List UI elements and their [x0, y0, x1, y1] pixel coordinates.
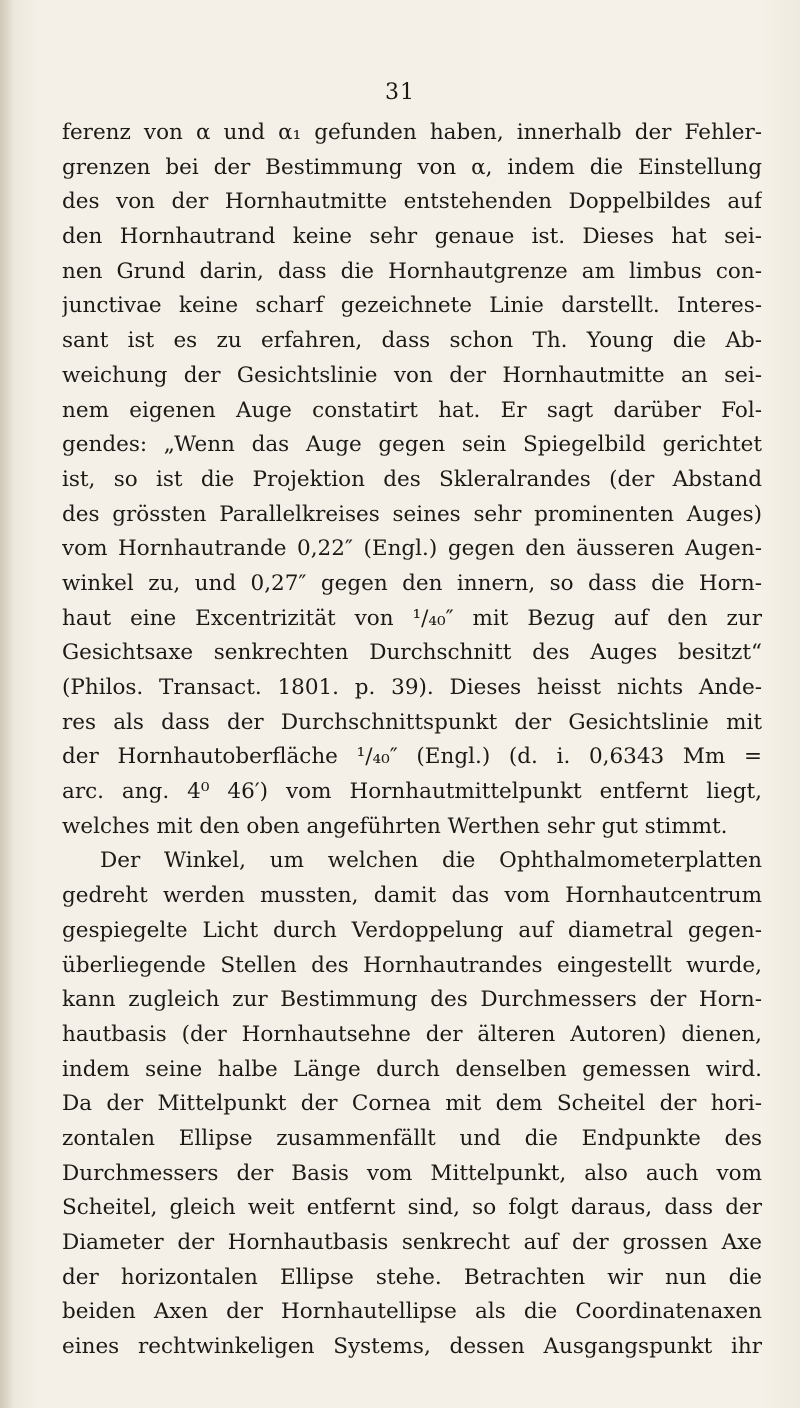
text-line: Gesichtsaxe senkrechten Durchschnitt des Auges besitzt“ — [62, 640, 762, 666]
body-text — [62, 116, 762, 1365]
text-line: ist, so ist die Projektion des Skleralrandes (der Abstand — [62, 466, 762, 492]
binding-shadow — [0, 0, 14, 1408]
text-line: gedreht werden mussten, damit das vom Hornhautcentrum — [62, 883, 762, 909]
text-line: welches mit den oben angeführten Werthen sehr gut stimmt. — [62, 813, 728, 839]
text-line: überliegende Stellen des Hornhautrandes eingestellt wurde, — [62, 952, 762, 978]
text-line: Diameter der Hornhautbasis senkrecht auf der grossen Axe — [62, 1230, 762, 1255]
text-line: gendes: „Wenn das Auge gegen sein Spiegelbild gerichtet — [62, 432, 762, 458]
text-line: der Hornhautoberfläche ¹/₄₀″ (Engl.) (d. i. 0,6343 Mm = — [62, 744, 762, 770]
text-line: weichung der Gesichtslinie von der Hornhautmitte an sei- — [62, 362, 762, 388]
text-line: nem eigenen Auge constatirt hat. Er sagt darüber Fol- — [62, 397, 762, 423]
text-line: Durchmessers der Basis vom Mittelpunkt, also auch vom — [62, 1160, 762, 1186]
text-line: winkel zu, und 0,27″ gegen den innern, so dass die Horn- — [62, 570, 762, 596]
text-line: des grössten Parallelkreises seines sehr prominenten Auges) — [62, 501, 762, 527]
text-line: hautbasis (der Hornhautsehne der älteren Autoren) dienen, — [62, 1021, 762, 1047]
text-line: nen Grund darin, dass die Hornhautgrenze am limbus con- — [62, 258, 762, 284]
text-line: grenzen bei der Bestimmung von α, indem die Einstellung — [62, 154, 762, 180]
page-number: 31 — [385, 80, 415, 105]
text-line: eines rechtwinkeligen Systems, dessen Ausgangspunkt ihr — [62, 1334, 762, 1360]
text-line: des von der Hornhautmitte entstehenden Doppelbildes auf — [62, 189, 762, 215]
text-line: beiden Axen der Hornhautellipse als die Coordinatenaxen — [62, 1299, 762, 1325]
text-line: arc. ang. 4⁰ 46′) vom Hornhautmittelpunkt entfernt liegt, — [62, 779, 762, 805]
text-line: den Hornhautrand keine sehr genaue ist. Dieses hat sei- — [62, 224, 762, 250]
text-line: indem seine halbe Länge durch denselben gemessen wird. — [62, 1056, 762, 1082]
text-line: kann zugleich zur Bestimmung des Durchmessers der Horn- — [62, 987, 762, 1013]
text-line: (Philos. Transact. 1801. p. 39). Dieses heisst nichts Ande- — [62, 675, 762, 700]
text-line: junctivae keine scharf gezeichnete Linie darstellt. Interes- — [62, 293, 762, 319]
text-line: gespiegelte Licht durch Verdoppelung auf diametral gegen- — [62, 917, 762, 943]
text-line: ferenz von α und α₁ gefunden haben, innerhalb der Fehler- — [62, 120, 762, 145]
text-line: vom Hornhautrande 0,22″ (Engl.) gegen den äusseren Augen- — [62, 536, 762, 562]
text-line: res als dass der Durchschnittspunkt der Gesichtslinie mit — [62, 709, 762, 735]
text-line: der horizontalen Ellipse stehe. Betrachten wir nun die — [62, 1264, 762, 1290]
text-line: Da der Mittelpunkt der Cornea mit dem Scheitel der hori- — [62, 1091, 762, 1117]
text-line: haut eine Excentrizität von ¹/₄₀″ mit Bezug auf den zur — [62, 605, 762, 631]
text-line: Scheitel, gleich weit entfernt sind, so folgt daraus, dass der — [62, 1195, 762, 1221]
text-line: zontalen Ellipse zusammenfällt und die Endpunkte des — [62, 1125, 762, 1151]
paragraph-start-line: Der Winkel, um welchen die Ophthalmometerplatten — [100, 848, 762, 874]
text-line: sant ist es zu erfahren, dass schon Th. Young die Ab- — [62, 328, 762, 354]
